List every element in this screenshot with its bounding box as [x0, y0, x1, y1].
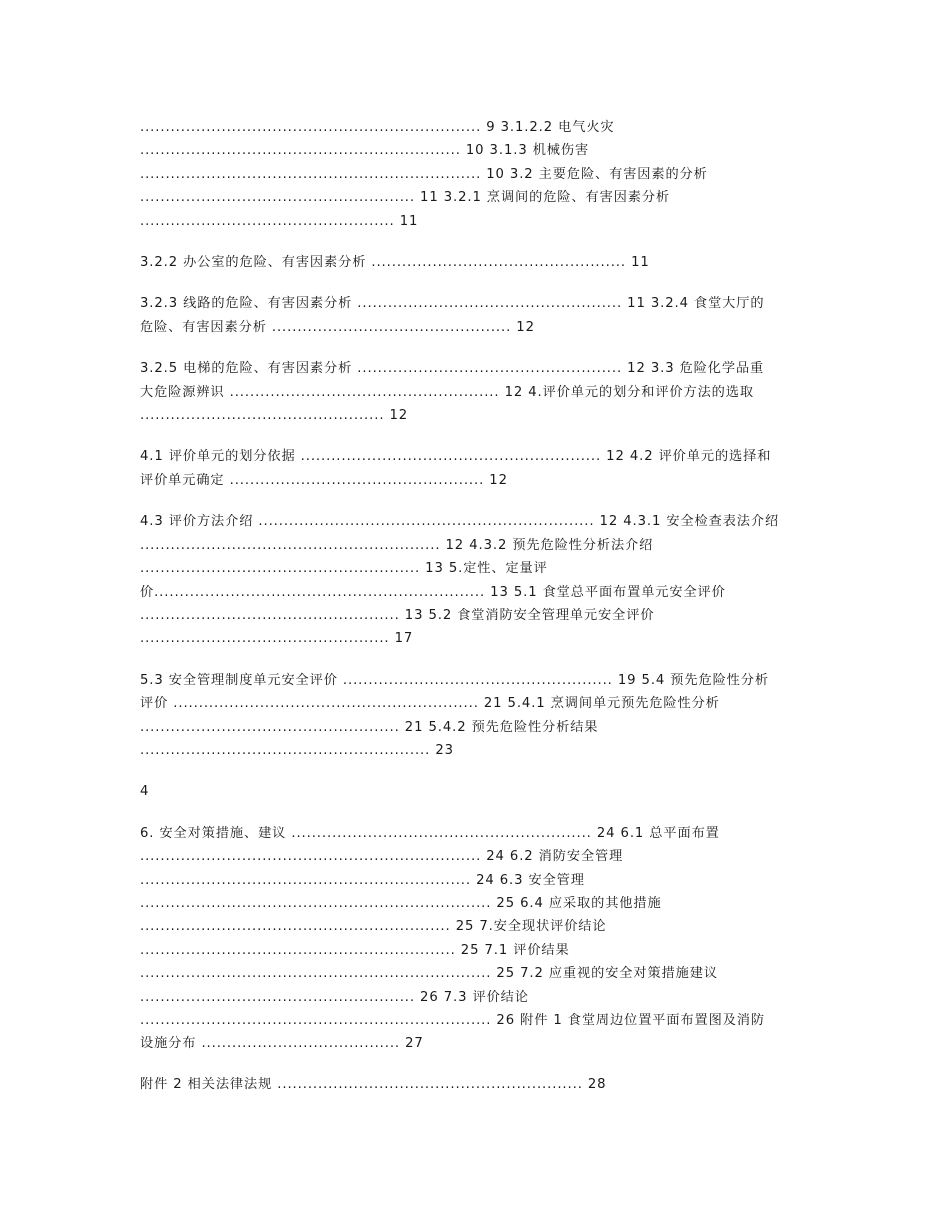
toc-line: 设施分布 ....................................... 27 [140, 1036, 424, 1052]
toc-line: ................................................. 17 [140, 631, 414, 647]
toc-line: ............................................................... 10 3.1.3 机械伤害 [140, 143, 590, 159]
toc-line: ................................................ 12 [140, 408, 409, 424]
toc-paragraph-7 [140, 669, 820, 763]
toc-line: 大危险源辨识 ..................................................... 12 4.评价单元的划分和评价方法的选取 [140, 384, 754, 400]
toc-line: 5.3 安全管理制度单元安全评价 ..................................................... 19 5.4 预先危险性分析 [140, 672, 769, 688]
toc-line: 评价单元确定 .................................................. 12 [140, 472, 508, 488]
toc-line: 危险、有害因素分析 ............................................... 12 [140, 319, 535, 335]
page-number [140, 780, 820, 803]
toc-line: 评价 ............................................................ 21 5.4.1 烹调间单元预先危险性分析 [140, 696, 720, 712]
toc-line: 6. 安全对策措施、建议 ........................................................... 24 6.1 总平面布置 [140, 825, 720, 841]
toc-line: ................................................................. 24 6.3 安全管理 [140, 872, 585, 888]
toc-line: .................................................. 11 [140, 213, 419, 229]
toc-line: 附件 2 相关法律法规 ............................................................ 28 [140, 1076, 607, 1092]
toc-line: ...................................................... 26 7.3 评价结论 [140, 989, 529, 1005]
toc-line: 3.2.2 办公室的危险、有害因素分析 .................................................. 11 [140, 255, 650, 271]
toc-line: ...................................................... 11 3.2.1 烹调间的危险、有害因素分析 [140, 190, 671, 206]
toc-line: ....................................................... 13 5.定性、定量评 [140, 561, 548, 577]
page-number-text: 4 [140, 784, 150, 800]
toc-paragraph-10 [140, 1073, 820, 1096]
toc-paragraph-4 [140, 357, 820, 427]
toc-paragraph-5 [140, 445, 820, 492]
toc-paragraph-3 [140, 292, 820, 339]
toc-document [140, 116, 820, 1096]
toc-line: ......................................................... 23 [140, 742, 454, 758]
toc-line: 4.1 评价单元的划分依据 ........................................................... 12 4.2 评价单元的选择和 [140, 449, 772, 465]
toc-line: 3.2.3 线路的危险、有害因素分析 .................................................... 11 3.2.4 食堂大厅的 [140, 296, 765, 312]
toc-line: 4.3 评价方法介绍 .................................................................. 12 4.3.1 安全检查表法介绍 [140, 514, 780, 530]
toc-paragraph-9 [140, 822, 820, 1056]
toc-line: ................................................... 21 5.4.2 预先危险性分析结果 [140, 719, 599, 735]
toc-line: ..................................................................... 25 7.2 应重视的安全对策措施建议 [140, 966, 718, 982]
toc-paragraph-2 [140, 251, 820, 274]
toc-line: ................................................................... 10 3.2 主要危险、有害因素的分析 [140, 166, 708, 182]
toc-line: .............................................................. 25 7.1 评价结果 [140, 942, 570, 958]
toc-line: ............................................................. 25 7.安全现状评价结论 [140, 919, 607, 935]
toc-line: ................................................... 13 5.2 食堂消防安全管理单元安全评价 [140, 607, 655, 623]
toc-line: ................................................................... 24 6.2 消防安全管理 [140, 849, 624, 865]
toc-line: ..................................................................... 26 附件 1 食堂周边位置平面布置图及消防 [140, 1013, 765, 1028]
toc-line: ................................................................... 9 3.1.2.2 电气火灾 [140, 120, 615, 135]
toc-line: 3.2.5 电梯的危险、有害因素分析 .................................................... 12 3.3 危险化学品重 [140, 361, 765, 377]
toc-line: ........................................................... 12 4.3.2 预先危险性分析法介绍 [140, 537, 654, 553]
toc-line: ..................................................................... 25 6.4 应采取的其他措施 [140, 895, 662, 911]
toc-line: 价................................................................. 13 5.1 食堂总平面布置单元安全评价 [140, 584, 726, 600]
toc-paragraph-6 [140, 510, 820, 650]
toc-paragraph-1 [140, 116, 820, 233]
